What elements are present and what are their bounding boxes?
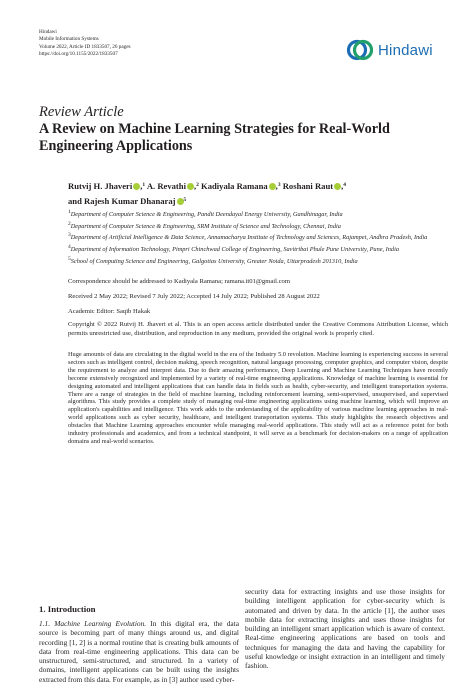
- affiliation-item: 5School of Computing Science and Engineering, Galgotias University, Greater Noida, Uttarpradesh 201310, India: [68, 255, 358, 265]
- subsection-heading: 1.1. Machine Learning Evolution.: [39, 619, 147, 628]
- author-name: Rutvij H. Jhaveri: [68, 181, 133, 191]
- journal-name: Mobile Information Systems: [39, 36, 99, 43]
- orcid-icon[interactable]: [334, 183, 341, 190]
- publication-dates: Received 2 May 2022; Revised 7 July 2022; Accepted 14 July 2022; Published 28 August 2022: [68, 293, 320, 300]
- article-type: Review Article: [39, 104, 124, 120]
- author-name: and Rajesh Kumar Dhanaraj: [68, 196, 176, 206]
- license-text: Copyright © 2022 Rutvij H. Jhaveri et al. This is an open access article distributed under the Creative Commons Attribution License, which permits unrestricted use, distribution, and reproduction in any medium, provided the original work is properly cited.: [68, 321, 448, 337]
- affiliation-item: 2Department of Computer Science & Engineering, SRM Institute of Science and Technology, Chennai, India: [68, 220, 341, 230]
- correspondence: Correspondence should be addressed to Kadiyala Ramana; ramana.it01@gmail.com: [68, 278, 290, 285]
- hindawi-logo-icon: [346, 36, 374, 64]
- journal-publisher: Hindawi: [39, 29, 57, 35]
- abstract: Huge amounts of data are circulating in the digital world in the era of the Industry 5.0 revolution. Machine learning is experiencing success in several sectors such as intelligent control, decision making, speech recognition, natural language processing, computer graphics, and computer vision, despite the requirement to analyze and interpret data. Due to their amazing performance, Deep Learning and Machine Learning Techniques have recently become extensively recognized and implemented by a variety of real-time engineering applications. Knowledge of machine learning is essential for designing automated and intelligent applications that can handle data in fields such as health, cyber-security, and intelligent transportation systems. There are a range of strategies in the field of machine learning, including reinforcement learning, semi-supervised, unsupervised, and supervised algorithms. This study provides a complete study of managing real-time engineering applications using machine learning, which will improve an application's capabilities and intelligence. This work adds to the understanding of the applicability of various machine learning approaches in real-world applications such as cyber security, healthcare, and intelligent transportation systems. This study highlights the research objectives and obstacles that Machine Learning approaches encounter while managing real-world applications. This study will act as a reference point for both industry professionals and academics, and from a technical standpoint, it will serve as a benchmark for decision-makers on a range of application domains and real-world scenarios.: [68, 351, 448, 445]
- author-name: Roshani Raut: [282, 181, 334, 191]
- intro-left-column: [39, 619, 239, 684]
- academic-editor: Academic Editor: Saqib Hakak: [68, 308, 151, 315]
- paper-title: A Review on Machine Learning Strategies for Real-World Engineering Applications: [39, 121, 390, 154]
- hindawi-logo: [346, 35, 446, 65]
- journal-doi[interactable]: https://doi.org/10.1155/2022/1833507: [39, 51, 118, 58]
- section-title: 1. Introduction: [39, 604, 96, 614]
- orcid-icon[interactable]: [177, 198, 184, 205]
- orcid-icon[interactable]: [133, 183, 140, 190]
- intro-right-column: security data for extracting insights and use those insights for building intelligent application for cyber-security which is automated and driven by data. In the article [1], the author uses mobile data for extracting insights and uses those insights for building an intelligent smart application which is aware of context. Real-time engineering applications are based on tools and techniques for managing the data and having the capability for useful knowledge or insight extraction in an intelligent and timely fashion.: [245, 587, 445, 671]
- author-sup: 1: [142, 182, 146, 188]
- author-name: Kadiyala Ramana: [201, 181, 268, 191]
- affiliation-item: 1Department of Computer Science & Engineering, Pandit Deendayal Energy University, Gandhinagar, India: [68, 209, 343, 218]
- author-sup: 3: [277, 182, 281, 188]
- journal-volume: Volume 2022, Article ID 1833507, 26 pages: [39, 43, 131, 50]
- author-list: Rutvij H. Jhaveri ,$^1$ A. Revathi ,$^2$ Kadiyala Ramana ,$^3$ Roshani Raut ,$^4$ and Rajesh Kumar Dhanaraj $^5$: [68, 181, 347, 206]
- intro-left-text: In this digital era, the data source is becoming part of many things around us, and digital recording [1, 2] is a normal routine that is creating bulk amounts of data from real-time engineering applications. This data can be unstructured, semi-structured, and structured. In a variety of domains, intelligent applications can be built using the insights extracted from this data. For example, as in [3] author used cyber-: [39, 619, 239, 684]
- affiliation-item: 3Department of Artificial Intelligence & Data Science, Annamacharya Institute of Technology and Sciences, Rajampet, Andhra Pradesh, India: [68, 232, 428, 242]
- author-name: A. Revathi: [146, 181, 186, 191]
- logo-text: Hindawi: [378, 41, 433, 59]
- affiliation-item: 4Department of Information Technology, Pimpri Chinchwad College of Engineering, Savitribai Phule Pune University, Pune, India: [68, 244, 399, 254]
- orcid-icon[interactable]: [269, 183, 276, 190]
- orcid-icon[interactable]: [187, 183, 194, 190]
- author-sup: 2: [196, 182, 199, 188]
- author-sup: 4: [343, 182, 347, 188]
- affiliations: [68, 208, 438, 267]
- author-sup: 5: [183, 197, 187, 203]
- journal-info: [39, 29, 131, 59]
